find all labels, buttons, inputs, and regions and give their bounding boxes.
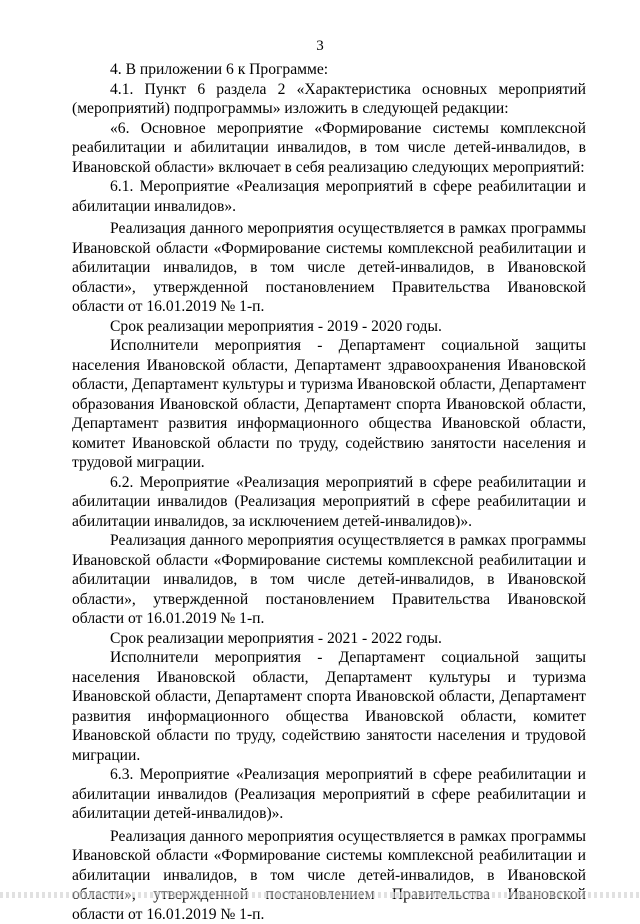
page-number: 3 [0,38,640,55]
document-body [72,60,586,924]
paragraph-term-6-2: Срок реализации мероприятия - 2021 - 2022 годы. [72,629,586,649]
scan-edge-artifact [0,892,640,898]
paragraph-implementation-6-2: Реализация данного мероприятия осуществляется в рамках программы Ивановской области «Формирование системы комплексной реабилитации и абилитации инвалидов, в том числе детей-инвалидов, в Ивановской области», утвержденной постановлением Правительства Ивановской области от 16.01.2019 № 1-п. [72,531,586,629]
paragraph-item-6-1: 6.1. Мероприятие «Реализация мероприятий в сфере реабилитации и абилитации инвалидов». [72,177,586,216]
paragraph-executors-6-1: Исполнители мероприятия - Департамент социальной защиты населения Ивановской области, Департамент здравоохранения Ивановской области, Департамент культуры и туризма Ивановской области, Департамент образования Ивановской области, Департамент спорта Ивановской области, Департамент развития информационного общества Ивановской области, комитет Ивановской области по труду, содействию занятости населения и трудовой миграции. [72,336,586,473]
paragraph-term-6-1: Срок реализации мероприятия - 2019 - 2020 годы. [72,317,586,337]
paragraph-item-6-3: 6.3. Мероприятие «Реализация мероприятий в сфере реабилитации и абилитации инвалидов (Реализация мероприятий в сфере реабилитации и абилитации детей-инвалидов)». [72,765,586,824]
paragraph-implementation-6-1: Реализация данного мероприятия осуществляется в рамках программы Ивановской области «Формирование системы комплексной реабилитации и абилитации инвалидов, в том числе детей-инвалидов, в Ивановской области», утвержденной постановлением Правительства Ивановской области от 16.01.2019 № 1-п. [72,219,586,317]
paragraph-implementation-6-3: Реализация данного мероприятия осуществляется в рамках программы Ивановской области «Формирование системы комплексной реабилитации и абилитации инвалидов, в том числе детей-инвалидов, в Ивановской области от 16.01.2019 № 1-п. [72,827,586,924]
paragraph-item-6: «6. Основное мероприятие «Формирование системы комплексной реабилитации и абилитации инвалидов, в том числе детей-инвалидов, в Ивановской области» включает в себя реализацию следующих мероприятий: [72,119,586,178]
paragraph-item-4-heading: 4. В приложении 6 к Программе: [72,60,586,80]
paragraph-item-4-1: 4.1. Пункт 6 раздела 2 «Характеристика основных мероприятий (мероприятий) подпрограммы» изложить в следующей редакции: [72,80,586,119]
paragraph-executors-6-2: Исполнители мероприятия - Департамент социальной защиты населения Ивановской области, Департамент культуры и туризма Ивановской области, Департамент спорта Ивановской области, Департамент развития информационного общества Ивановской области, комитет Ивановской области по труду, содействию занятости населения и трудовой миграции. [72,648,586,765]
paragraph-item-6-2: 6.2. Мероприятие «Реализация мероприятий в сфере реабилитации и абилитации инвалидов (Реализация мероприятий в сфере реабилитации и абилитации инвалидов, за исключением детей-инвалидов)». [72,473,586,532]
